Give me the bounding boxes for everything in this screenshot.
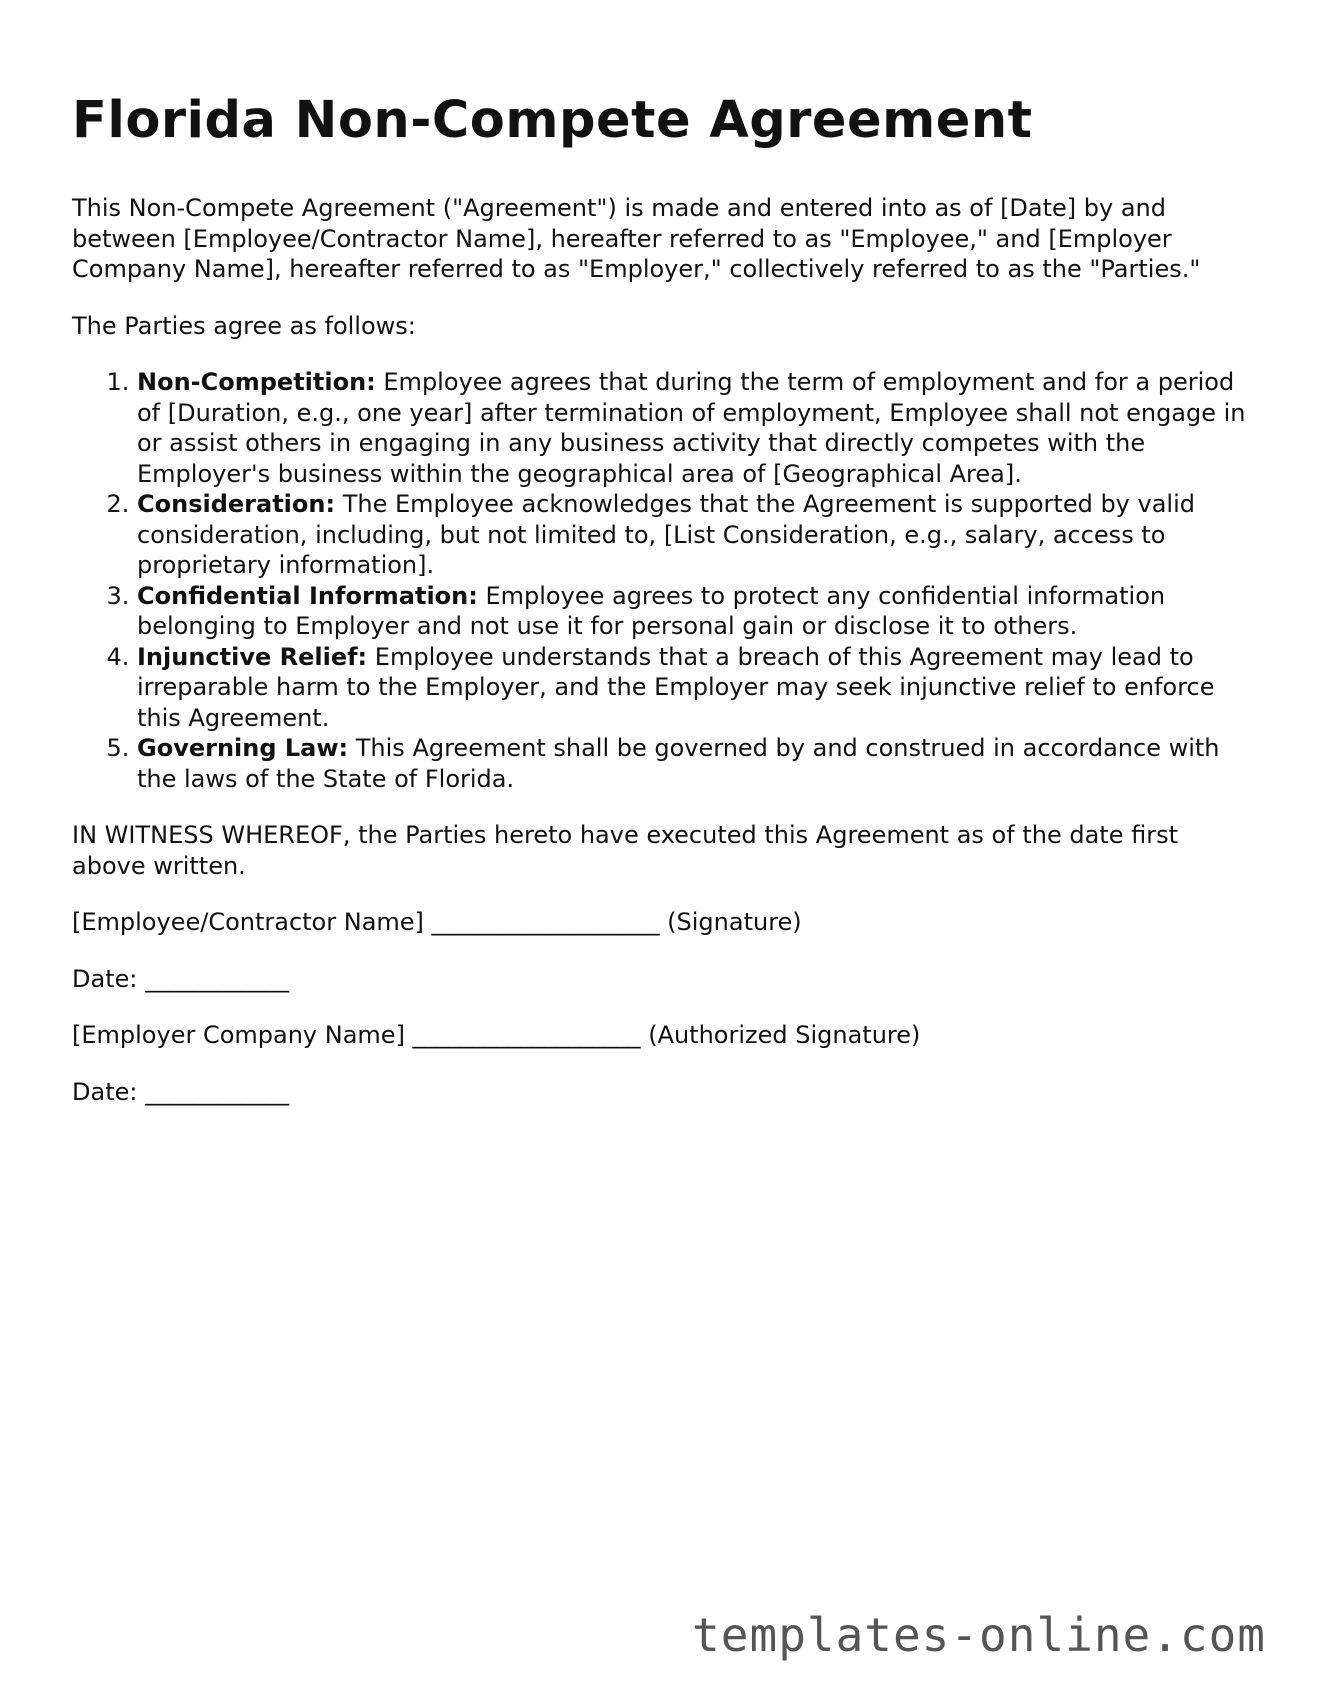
clause-term: Confidential Information: (137, 581, 478, 610)
clause-list (72, 367, 1252, 794)
witness-paragraph: IN WITNESS WHEREOF, the Parties hereto have executed this Agreement as of the date first above written. (72, 821, 1178, 880)
clause-text: Employee understands that a breach of this Agreement may lead to irreparable harm to the Employer, and the Employer may seek injunctive relief to enforce this Agreement. (137, 642, 1215, 732)
employee-signature-line: [Employee/Contractor Name] ___________________ (Signature) (72, 908, 802, 937)
clause-text: Employee agrees that during the term of employment and for a period of [Duration, e.g., one year] after termination of employment, Employee shall not engage in or assist others in engaging in any business activity that directly competes with the Employer's business within the geographical area of [Geographical Area]. (137, 368, 1246, 488)
clause-injunctive-relief (137, 642, 1252, 734)
clause-term: Governing Law: (137, 734, 349, 763)
employer-date-line: Date: ____________ (72, 1077, 290, 1106)
intro-paragraph: This Non-Compete Agreement ("Agreement") is made and entered into as of [Date] by and between [Employee/Contractor Name], hereafter referred to as "Employee," and [Employer Company Name], hereafter referred to as "Employer," collectively referred to as the "Parties." (72, 194, 1201, 284)
clause-text: This Agreement shall be governed by and construed in accordance with the laws of the State of Florida. (137, 734, 1220, 793)
clause-text: Employee agrees to protect any confidential information belonging to Employer and not use it for personal gain or disclose it to others. (137, 581, 1166, 641)
clause-governing-law (137, 733, 1252, 794)
clause-term: Injunctive Relief: (137, 642, 368, 671)
clause-term: Consideration: (137, 490, 336, 519)
clause-consideration (137, 489, 1252, 581)
document-title: Florida Non-Compete Agreement (72, 91, 1033, 150)
document-page (72, 90, 1252, 1133)
clause-term: Non-Competition: (137, 368, 376, 397)
watermark: templates-online.com (692, 1608, 1266, 1662)
employer-signature-line: [Employer Company Name] ___________________ (Authorized Signature) (72, 1021, 921, 1050)
agree-line: The Parties agree as follows: (72, 311, 416, 340)
clause-confidential-information (137, 581, 1252, 642)
employee-date-line: Date: ____________ (72, 964, 290, 993)
clause-non-competition (137, 367, 1252, 489)
clause-text: The Employee acknowledges that the Agreement is supported by valid consideration, including, but not limited to, [List Consideration, e.g., salary, access to proprietary information]. (137, 490, 1195, 580)
